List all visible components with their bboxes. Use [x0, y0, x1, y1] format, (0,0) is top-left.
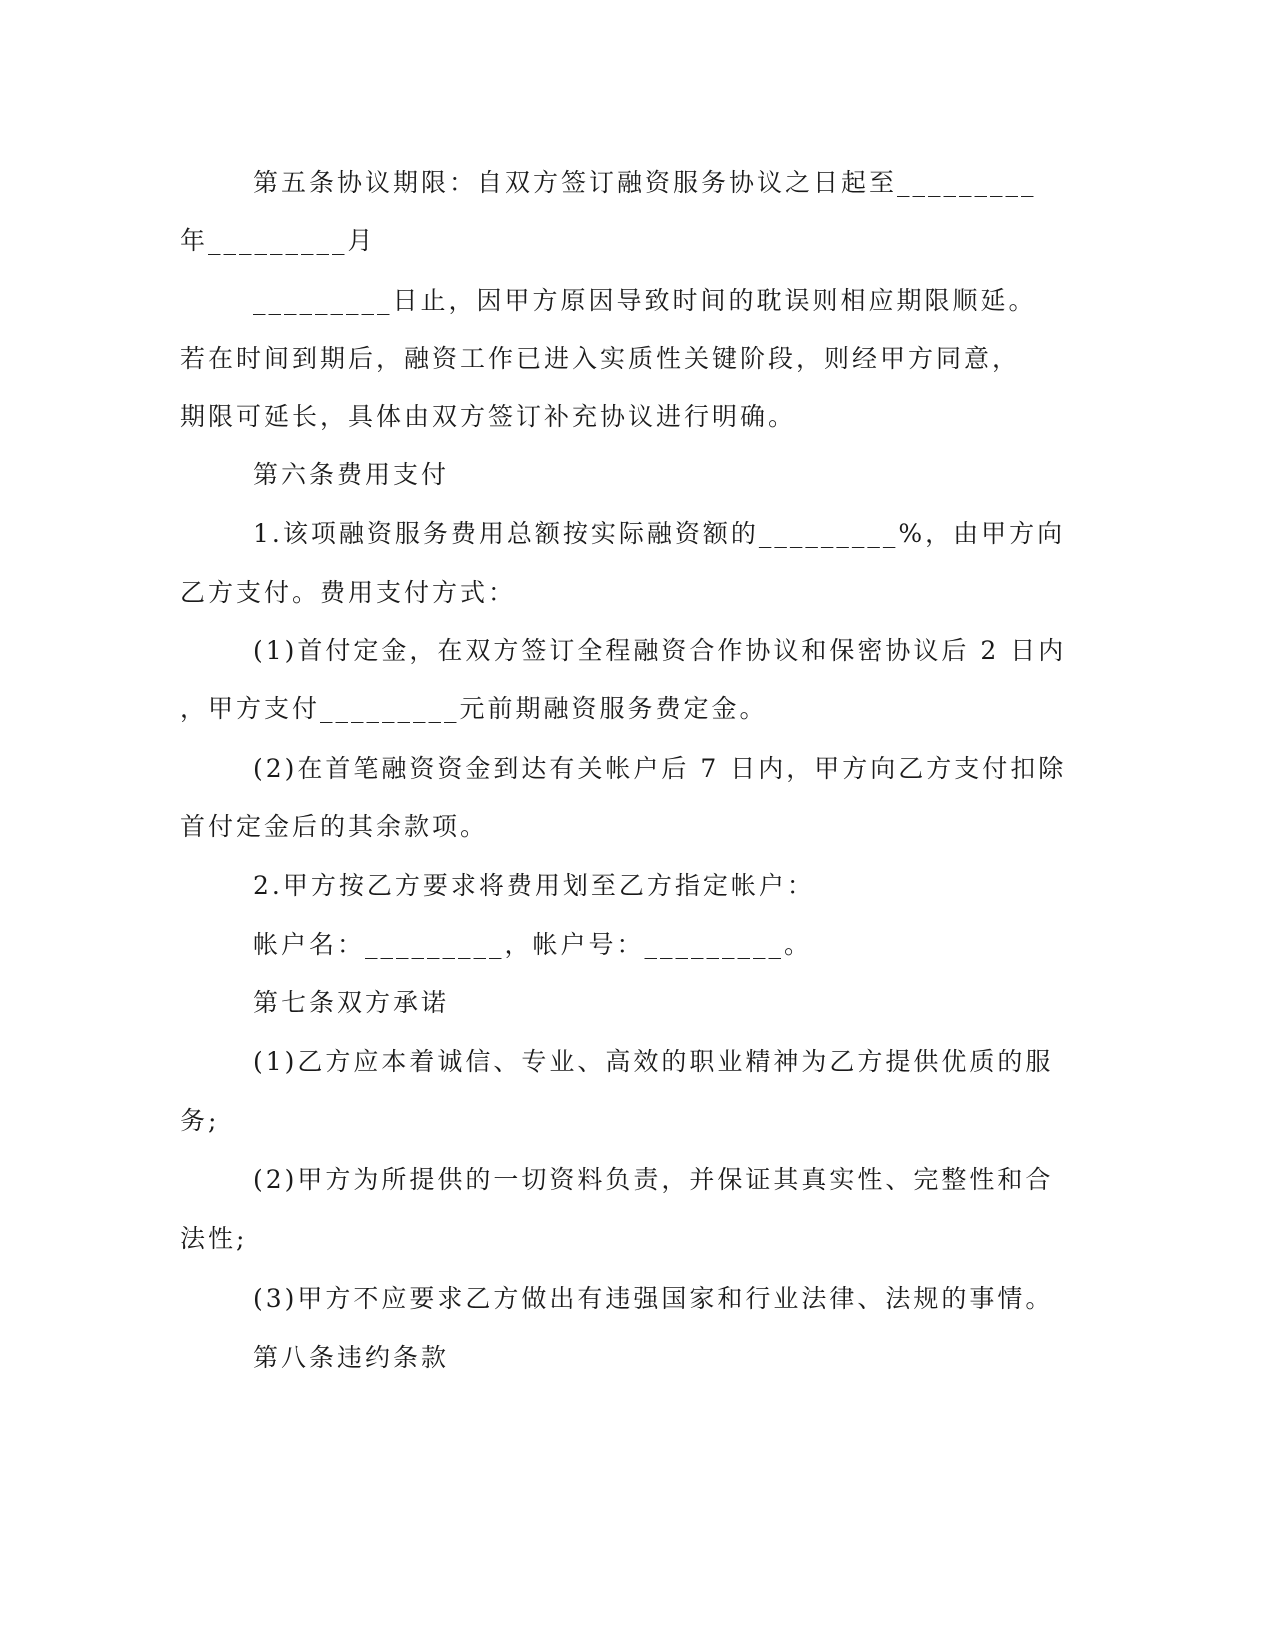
promise-3: (3)甲方不应要求乙方做出有违强国家和行业法律、法规的事情。	[253, 1284, 1054, 1313]
article-7-heading: 第七条双方承诺	[253, 988, 450, 1017]
promise-1-line-2: 务;	[180, 1106, 220, 1135]
article-5-line-4: 若在时间到期后，融资工作已进入实质性关键阶段，则经甲方同意，	[180, 344, 1021, 373]
account-info: 帐户名：_________，帐户号：_________。	[253, 930, 813, 959]
article-5-line-3: _________日止，因甲方原因导致时间的耽误则相应期限顺延。	[253, 286, 1037, 315]
fee-clause-1-line-1: 1.该项融资服务费用总额按实际融资额的_________%，由甲方向	[253, 519, 1066, 548]
article-6-heading: 第六条费用支付	[253, 460, 450, 489]
article-5-line-1: 第五条协议期限：自双方签订融资服务协议之日起至_________	[253, 168, 1037, 197]
article-5-line-2: 年_________月	[180, 226, 376, 255]
fee-item-1-line-2: ，甲方支付_________元前期融资服务费定金。	[180, 694, 768, 723]
fee-item-1-line-1: (1)首付定金，在双方签订全程融资合作协议和保密协议后 2 日内	[253, 636, 1067, 665]
fee-clause-1-line-2: 乙方支付。费用支付方式：	[180, 578, 517, 607]
article-8-heading: 第八条违约条款	[253, 1343, 450, 1372]
article-5-line-5: 期限可延长，具体由双方签订补充协议进行明确。	[180, 402, 797, 431]
fee-item-2-line-1: (2)在首笔融资资金到达有关帐户后 7 日内，甲方向乙方支付扣除	[253, 754, 1067, 783]
promise-2-line-1: (2)甲方为所提供的一切资料负责，并保证其真实性、完整性和合	[253, 1165, 1054, 1194]
fee-clause-2: 2.甲方按乙方要求将费用划至乙方指定帐户：	[253, 871, 815, 900]
fee-item-2-line-2: 首付定金后的其余款项。	[180, 812, 489, 841]
promise-2-line-2: 法性;	[180, 1224, 248, 1253]
promise-1-line-1: (1)乙方应本着诚信、专业、高效的职业精神为乙方提供优质的服	[253, 1047, 1054, 1076]
